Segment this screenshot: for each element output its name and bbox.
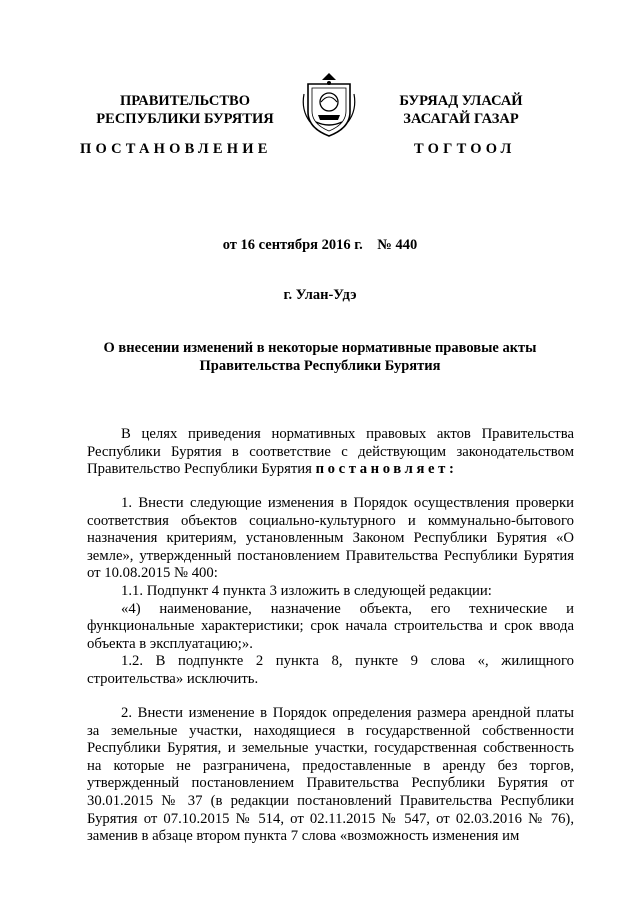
government-name-russian [70,92,300,128]
government-name-line1: ПРАВИТЕЛЬСТВО [120,93,250,109]
government-name-buryat-line1: БУРЯАД УЛАСАЙ [399,93,523,109]
date-and-number: от 16 сентября 2016 г. № 440 [222,237,418,253]
city: г. Улан-Удэ [283,287,357,303]
emblem [298,70,360,140]
section-1-1-paragraph: 1.1. Подпункт 4 пункта 3 изложить в следующей редакции: [121,582,492,599]
section-1-paragraph: 1. Внести следующие изменения в Порядок осуществления проверки соответствия объектов социально-культурного и коммунально-бытового назначения критериям, установленным Законом Республики Бурятия «О земле», утвержденный постановлением Правительства Республики Бурятия от 10.08.2015 № 400: [87,495,574,582]
government-name-line2: РЕСПУБЛИКИ БУРЯТИЯ [96,111,274,127]
section-2 [87,705,574,846]
document-title-line1: О внесении изменений в некоторые нормативные правовые акты [103,340,537,356]
government-name-buryat-line2: ЗАСАГАЙ ГАЗАР [403,111,519,127]
document-title-line2: Правительства Республики Бурятия [199,358,441,374]
section-1 [87,495,574,689]
section-1-1-text-paragraph: «4) наименование, назначение объекта, его технические и функциональные характеристики; срок начала строительства и срок ввода объекта в эксплуатацию;». [87,600,574,652]
preamble-emphasis: постановляет: [315,461,458,478]
doc-type-russian: ПОСТАНОВЛЕНИЕ [80,141,272,157]
section-1-2-paragraph: 1.2. В подпункте 2 пункта 8, пункте 9 слова «, жилищного строительства» исключить. [87,653,574,687]
government-name-buryat [376,92,546,128]
section-2-paragraph: 2. Внести изменение в Порядок определения размера арендной платы за земельные участки, находящиеся в государственной собственности Республики Бурятия, и земельные участки, государственная собственность на которые не разграничена, предоставленные в аренду без торгов, утвержденный постановлением Правительства Республики Бурятия от 30.01.2015 № 37 (в редакции постановлений Правительства Республики Бурятия от 07.10.2015 № 514, от 02.11.2015 № 547, от 02.03.2016 № 76), заменив в абзаце втором пункта 7 слова «возможность изменения им [87,705,574,845]
doc-type-buryat: ТОГТООЛ [414,141,516,157]
preamble-text: В целях приведения нормативных правовых актов Правительства Республики Бурятия в соответствие с действующим законодательством Правительство Республики Бурятия [87,426,574,478]
document-title [60,339,580,375]
preamble [87,426,574,479]
coat-of-arms-icon [298,70,360,140]
